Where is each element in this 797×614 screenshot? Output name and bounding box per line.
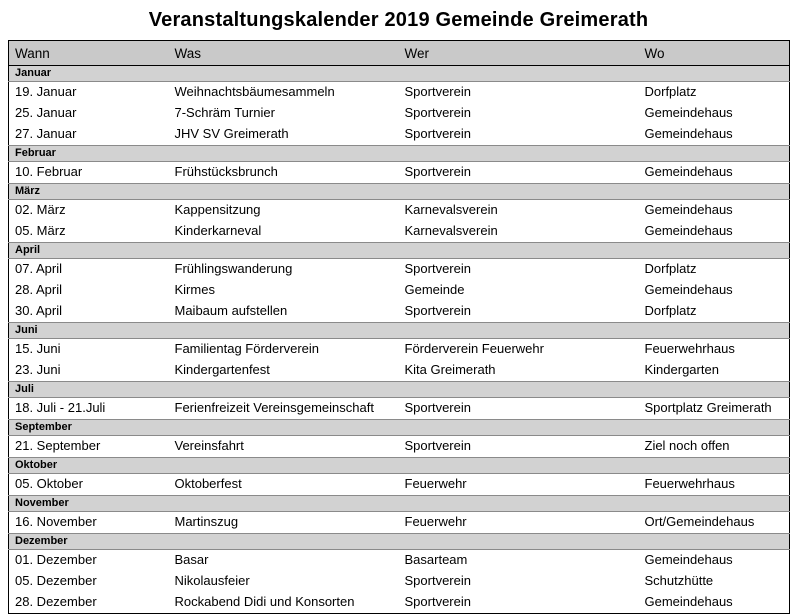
cell-wo: Feuerwehrhaus: [639, 339, 790, 361]
cell-wo: Dorfplatz: [639, 301, 790, 323]
cell-wann: 23. Juni: [9, 360, 169, 382]
cell-wer: Sportverein: [399, 124, 639, 146]
month-label: Januar: [9, 66, 790, 82]
table-row: [9, 398, 790, 420]
cell-wann: 19. Januar: [9, 82, 169, 104]
table-row: [9, 592, 790, 614]
month-group-row: [9, 382, 790, 398]
cell-wann: 16. November: [9, 512, 169, 534]
cell-wer: Sportverein: [399, 571, 639, 592]
table-row: [9, 550, 790, 572]
cell-wer: Feuerwehr: [399, 512, 639, 534]
cell-wo: Ort/Gemeindehaus: [639, 512, 790, 534]
cell-wer: Sportverein: [399, 162, 639, 184]
cell-wo: Gemeindehaus: [639, 124, 790, 146]
cell-wo: Gemeindehaus: [639, 221, 790, 243]
cell-wo: Schutzhütte: [639, 571, 790, 592]
month-label: Oktober: [9, 458, 790, 474]
cell-wo: Gemeindehaus: [639, 103, 790, 124]
cell-wo: Dorfplatz: [639, 82, 790, 104]
column-header-wer: Wer: [399, 41, 639, 66]
cell-was: Nikolausfeier: [169, 571, 399, 592]
cell-wer: Sportverein: [399, 259, 639, 281]
cell-wo: Gemeindehaus: [639, 550, 790, 572]
table-row: [9, 339, 790, 361]
month-group-row: [9, 534, 790, 550]
cell-wer: Förderverein Feuerwehr: [399, 339, 639, 361]
cell-was: Kindergartenfest: [169, 360, 399, 382]
month-group-row: [9, 458, 790, 474]
cell-wer: Kita Greimerath: [399, 360, 639, 382]
cell-wo: Kindergarten: [639, 360, 790, 382]
table-row: [9, 124, 790, 146]
cell-wer: Sportverein: [399, 436, 639, 458]
month-group-row: [9, 420, 790, 436]
column-header-was: Was: [169, 41, 399, 66]
cell-wer: Sportverein: [399, 592, 639, 614]
cell-was: Ferienfreizeit Vereinsgemeinschaft: [169, 398, 399, 420]
cell-was: Familientag Förderverein: [169, 339, 399, 361]
month-group-row: [9, 496, 790, 512]
cell-was: Kappensitzung: [169, 200, 399, 222]
table-body: [9, 66, 790, 614]
cell-wann: 01. Dezember: [9, 550, 169, 572]
cell-wer: Sportverein: [399, 301, 639, 323]
cell-wo: Gemeindehaus: [639, 162, 790, 184]
cell-wann: 05. Oktober: [9, 474, 169, 496]
table-row: [9, 301, 790, 323]
table-row: [9, 221, 790, 243]
table-row: [9, 103, 790, 124]
cell-wann: 15. Juni: [9, 339, 169, 361]
cell-wo: Feuerwehrhaus: [639, 474, 790, 496]
table-row: [9, 200, 790, 222]
cell-wann: 05. März: [9, 221, 169, 243]
table-row: [9, 360, 790, 382]
cell-wann: 18. Juli - 21.Juli: [9, 398, 169, 420]
cell-wer: Sportverein: [399, 398, 639, 420]
cell-wer: Sportverein: [399, 82, 639, 104]
month-group-row: [9, 243, 790, 259]
month-group-row: [9, 184, 790, 200]
cell-wer: Gemeinde: [399, 280, 639, 301]
cell-wann: 07. April: [9, 259, 169, 281]
table-row: [9, 571, 790, 592]
cell-wann: 25. Januar: [9, 103, 169, 124]
cell-wo: Sportplatz Greimerath: [639, 398, 790, 420]
cell-was: Kirmes: [169, 280, 399, 301]
cell-wann: 28. April: [9, 280, 169, 301]
cell-was: Frühlingswanderung: [169, 259, 399, 281]
cell-wo: Dorfplatz: [639, 259, 790, 281]
cell-wer: Basarteam: [399, 550, 639, 572]
cell-was: Frühstücksbrunch: [169, 162, 399, 184]
cell-was: 7-Schräm Turnier: [169, 103, 399, 124]
cell-wer: Karnevalsverein: [399, 221, 639, 243]
month-label: Februar: [9, 146, 790, 162]
cell-was: Rockabend Didi und Konsorten: [169, 592, 399, 614]
cell-was: Oktoberfest: [169, 474, 399, 496]
cell-wo: Gemeindehaus: [639, 280, 790, 301]
cell-wann: 05. Dezember: [9, 571, 169, 592]
month-group-row: [9, 323, 790, 339]
cell-wo: Gemeindehaus: [639, 592, 790, 614]
table-row: [9, 512, 790, 534]
month-label: März: [9, 184, 790, 200]
table-row: [9, 280, 790, 301]
month-label: Dezember: [9, 534, 790, 550]
cell-wann: 10. Februar: [9, 162, 169, 184]
month-label: September: [9, 420, 790, 436]
page-title: Veranstaltungskalender 2019 Gemeinde Greimerath: [148, 9, 649, 31]
cell-was: Weihnachtsbäumesammeln: [169, 82, 399, 104]
cell-was: Vereinsfahrt: [169, 436, 399, 458]
cell-wer: Feuerwehr: [399, 474, 639, 496]
column-header-wo: Wo: [639, 41, 790, 66]
cell-wo: Ziel noch offen: [639, 436, 790, 458]
cell-wann: 21. September: [9, 436, 169, 458]
month-group-row: [9, 146, 790, 162]
cell-wer: Sportverein: [399, 103, 639, 124]
month-label: Juni: [9, 323, 790, 339]
cell-wann: 30. April: [9, 301, 169, 323]
cell-wann: 02. März: [9, 200, 169, 222]
table-row: [9, 474, 790, 496]
month-label: November: [9, 496, 790, 512]
cell-was: Martinszug: [169, 512, 399, 534]
table-row: [9, 436, 790, 458]
table-header-row: [9, 41, 790, 66]
table-row: [9, 259, 790, 281]
table-row: [9, 82, 790, 104]
cell-wann: 27. Januar: [9, 124, 169, 146]
table-row: [9, 162, 790, 184]
month-label: April: [9, 243, 790, 259]
cell-wer: Karnevalsverein: [399, 200, 639, 222]
cell-was: Maibaum aufstellen: [169, 301, 399, 323]
cell-was: Kinderkarneval: [169, 221, 399, 243]
table-header: [9, 41, 790, 66]
column-header-wann: Wann: [9, 41, 169, 66]
cell-wo: Gemeindehaus: [639, 200, 790, 222]
events-table: [8, 40, 790, 614]
cell-wann: 28. Dezember: [9, 592, 169, 614]
cell-was: Basar: [169, 550, 399, 572]
month-label: Juli: [9, 382, 790, 398]
month-group-row: [9, 66, 790, 82]
cell-was: JHV SV Greimerath: [169, 124, 399, 146]
